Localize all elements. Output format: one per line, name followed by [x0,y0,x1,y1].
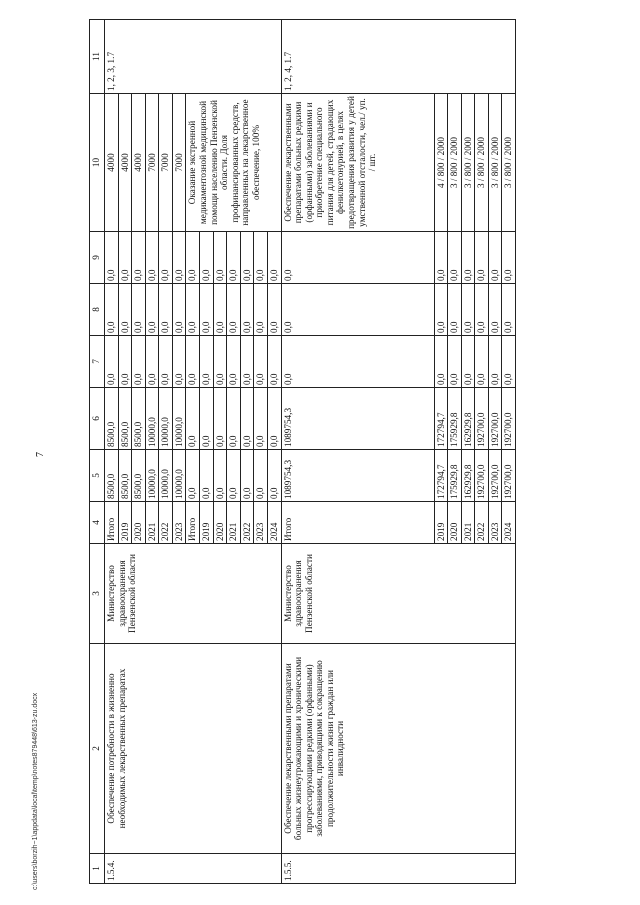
value-cell: 0,0 [227,388,241,450]
value-cell: 0,0 [254,232,268,284]
value-cell: 0,0 [186,450,200,502]
value-cell: 0,0 [254,450,268,502]
section-name: Обеспечение потребности в жизненно необходимых лекарственных препаратах [105,644,282,854]
value-cell: 0,0 [213,336,227,388]
value-cell: 192700,0 [475,388,489,450]
value-cell: 0,0 [475,336,489,388]
value-cell: 0,0 [213,232,227,284]
header-cell: 9 [90,232,105,284]
value-cell: 192700,0 [475,450,489,502]
value-cell: 10000,0 [172,450,186,502]
value-cell: 0,0 [227,336,241,388]
value-cell: 175929,8 [448,450,462,502]
header-cell: 3 [90,544,105,644]
value-cell: 3 / 800 / 2000 [461,94,475,232]
value-cell: 0,0 [118,232,132,284]
value-cell: 8500,0 [118,388,132,450]
year-cell: 2021 [461,502,475,544]
value-cell: 0,0 [488,232,502,284]
value-cell: 0,0 [240,388,254,450]
value-cell: 0,0 [172,336,186,388]
value-cell: 0,0 [213,284,227,336]
year-cell: 2021 [227,502,241,544]
value-cell: 0,0 [200,450,214,502]
value-cell: 8500,0 [132,450,146,502]
value-cell: 0,0 [159,284,173,336]
value-cell: 8500,0 [132,388,146,450]
value-cell: 0,0 [118,284,132,336]
col11-cell: 1, 2, 4, 1.7 [281,20,515,94]
year-cell: 2022 [159,502,173,544]
header-cell: 8 [90,284,105,336]
value-cell: 0,0 [186,336,200,388]
value-cell: 162929,8 [461,450,475,502]
section-name: Обеспечение лекарственными препаратами больных жизнеугрожающими и хроническими прогрессирующими редкими (орфанными) заболеваниями, приводящими к сокращению продолжительности жизни граждан или инвалидности [281,644,515,854]
value-cell: 0,0 [186,284,200,336]
value-cell: 0,0 [281,336,434,388]
year-cell: Итого [186,502,200,544]
value-cell: 172794,7 [434,388,448,450]
program-table [89,19,516,884]
col11-cell: 1, 2, 3, 1.7 [105,20,282,94]
year-cell: 2021 [145,502,159,544]
value-cell: 0,0 [227,284,241,336]
year-cell: Итого [281,502,434,544]
section-id: 1.5.5. [281,854,515,884]
year-cell: 2022 [240,502,254,544]
value-cell: 8500,0 [105,388,119,450]
value-cell: 0,0 [488,336,502,388]
value-cell: 0,0 [448,336,462,388]
value-cell: 0,0 [461,284,475,336]
value-cell: 0,0 [267,336,281,388]
year-cell: 2023 [488,502,502,544]
value-cell: 0,0 [227,450,241,502]
value-cell: 10000,0 [145,388,159,450]
value-cell: 0,0 [200,232,214,284]
header-cell: 4 [90,502,105,544]
value-cell: 192700,0 [502,450,516,502]
value-cell: 0,0 [240,232,254,284]
header-cell: 5 [90,450,105,502]
value-cell: 3 / 800 / 2000 [502,94,516,232]
value-cell: 0,0 [200,388,214,450]
year-cell: 2024 [502,502,516,544]
year-cell: 2020 [213,502,227,544]
header-row [90,20,105,884]
value-cell: 0,0 [145,336,159,388]
value-cell: 175929,8 [448,388,462,450]
value-cell: 8500,0 [118,450,132,502]
value-cell: 0,0 [434,232,448,284]
value-cell: 0,0 [200,336,214,388]
year-cell: 2020 [448,502,462,544]
value-cell: 10000,0 [145,450,159,502]
value-cell: 0,0 [502,284,516,336]
value-cell: 0,0 [172,232,186,284]
value-cell: 0,0 [145,232,159,284]
value-cell: 0,0 [461,232,475,284]
page-number: 7 [35,452,46,457]
value-cell: 0,0 [281,284,434,336]
value-cell: 10000,0 [159,450,173,502]
header-cell: 1 [90,854,105,884]
value-cell: 7000 [159,94,173,232]
value-cell: 0,0 [448,232,462,284]
value-cell: 0,0 [254,388,268,450]
value-cell: 0,0 [172,284,186,336]
value-cell: 0,0 [159,232,173,284]
value-cell: 0,0 [213,450,227,502]
value-cell: 3 / 800 / 2000 [488,94,502,232]
value-cell: 3 / 800 / 2000 [475,94,489,232]
value-cell: 0,0 [434,336,448,388]
value-cell: 0,0 [105,232,119,284]
section-executor: Министерство здравоохранения Пензенской области [105,544,282,644]
value-cell: 0,0 [267,284,281,336]
value-cell: 192700,0 [502,388,516,450]
value-cell: 7000 [172,94,186,232]
value-cell: 0,0 [488,284,502,336]
header-cell: 2 [90,644,105,854]
header-cell: 7 [90,336,105,388]
value-cell: 0,0 [145,284,159,336]
section-executor: Министерство здравоохранения Пензенской области [281,544,515,644]
value-cell: 0,0 [502,336,516,388]
value-cell: 0,0 [213,388,227,450]
year-cell: 2023 [172,502,186,544]
value-cell: 0,0 [461,336,475,388]
value-cell: 1089754,3 [281,388,434,450]
value-cell: 1089754,3 [281,450,434,502]
value-cell: 192700,0 [488,388,502,450]
value-cell: 0,0 [132,336,146,388]
section-id: 1.5.4. [105,854,282,884]
value-cell: 162929,8 [461,388,475,450]
rotated-table-wrapper [89,20,587,884]
value-cell: 8500,0 [105,450,119,502]
value-cell: 0,0 [118,336,132,388]
value-cell: 10000,0 [159,388,173,450]
value-cell: 0,0 [475,284,489,336]
year-cell: 2022 [475,502,489,544]
value-cell: 0,0 [240,336,254,388]
value-cell: 4 / 800 / 2000 [434,94,448,232]
footer-file-path: c:\users\borzih~1\appdata\local\temp\notes879448\613-zu.docx [32,692,39,890]
value-cell: 4000 [132,94,146,232]
header-cell: 11 [90,20,105,94]
value-cell: 0,0 [240,284,254,336]
value-cell: 0,0 [254,336,268,388]
value-cell: 4000 [118,94,132,232]
value-cell: 0,0 [200,284,214,336]
value-cell: 0,0 [227,232,241,284]
value-cell: 192700,0 [488,450,502,502]
indicator-cell: Обеспечение лекарственными препаратами больных редкими (орфанными) заболеваниями и приобретение специального питания для детей, страдающих фенилкетонурией, в целях предотвращения развития у детей умственной отсталости, чел./ уп. / шт. [281,94,434,232]
value-cell: 0,0 [186,232,200,284]
value-cell: 0,0 [132,232,146,284]
value-cell: 0,0 [267,232,281,284]
value-cell: 4000 [105,94,119,232]
value-cell: 0,0 [254,284,268,336]
value-cell: 7000 [145,94,159,232]
value-cell: 0,0 [186,388,200,450]
value-cell: 0,0 [281,232,434,284]
header-cell: 10 [90,94,105,232]
value-cell: 0,0 [159,336,173,388]
value-cell: 0,0 [434,284,448,336]
value-cell: 0,0 [475,232,489,284]
year-cell: 2023 [254,502,268,544]
indicator-cell: Оказание экстренной медикаментозной медицинской помощи населению Пензенской области. Доля профинансированных средств, направленных на лекарственное обеспечение, 100% [186,94,281,232]
value-cell: 172794,7 [434,450,448,502]
value-cell: 0,0 [448,284,462,336]
value-cell: 0,0 [502,232,516,284]
value-cell: 0,0 [240,450,254,502]
year-cell: 2019 [200,502,214,544]
header-cell: 6 [90,388,105,450]
value-cell: 0,0 [267,450,281,502]
year-cell: 2020 [132,502,146,544]
table-row [105,20,119,884]
value-cell: 10000,0 [172,388,186,450]
value-cell: 0,0 [267,388,281,450]
value-cell: 0,0 [132,284,146,336]
table-row [281,20,434,884]
value-cell: 0,0 [105,284,119,336]
year-cell: 2024 [267,502,281,544]
year-cell: 2019 [434,502,448,544]
year-cell: 2019 [118,502,132,544]
year-cell: Итого [105,502,119,544]
value-cell: 3 / 800 / 2000 [448,94,462,232]
value-cell: 0,0 [105,336,119,388]
